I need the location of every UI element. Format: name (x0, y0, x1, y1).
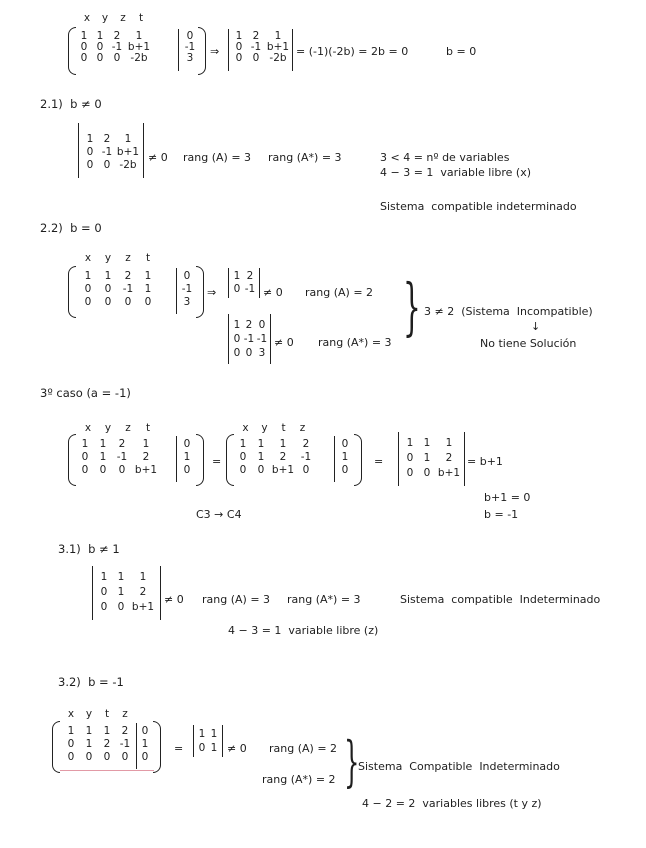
s22-det1-bar-right (259, 268, 260, 298)
case3-paren-left (68, 434, 76, 486)
case3-headers-swapped: x y t z (242, 422, 306, 434)
s22-determinant-2x2: 1 2 0 -1 (233, 270, 256, 295)
s22-brace: } (403, 270, 421, 343)
s31-rang-a-ext: rang (A*) = 3 (287, 593, 361, 606)
s32-det-bar-right (222, 725, 223, 757)
s31-free-vars: 4 − 3 = 1 variable libre (z) (228, 624, 379, 637)
s21-det-bar-left (78, 123, 79, 178)
s32-rhs-column: 0 1 0 (141, 725, 149, 763)
block1-implies-arrow: ⇒ (210, 45, 220, 58)
s21-free-vars: 4 − 3 = 1 variable libre (x) (380, 166, 532, 179)
s32-free-vars: 4 − 2 = 2 variables libres (t y z) (362, 797, 542, 810)
block1-coef-matrix: 1 1 2 1 0 0 -1 b+1 0 0 0 -2b (80, 30, 151, 64)
case3-swapped-rhs: 0 1 0 (341, 438, 349, 476)
s22-no-solution: No tiene Solución (480, 337, 577, 350)
block1-b-value: b = 0 (446, 45, 477, 58)
s22-rang-a: rang (A) = 2 (305, 286, 374, 299)
s32-paren-right (153, 721, 161, 773)
s31-rang-a: rang (A) = 3 (202, 593, 271, 606)
section-2-2-heading: 2.2) b = 0 (40, 221, 102, 235)
case3-swapped-augment-bar (334, 436, 335, 482)
s22-not-zero-2: ≠ 0 (274, 336, 294, 349)
s22-determinant-3x3: 1 2 0 0 -1 -1 0 0 3 (233, 319, 268, 359)
s32-det-bar-left (193, 725, 194, 757)
s21-determinant: 1 2 1 0 -1 b+1 0 0 -2b (86, 133, 140, 171)
case3-headers: x y z t (84, 422, 151, 434)
case3-det-bar-right (464, 432, 465, 486)
s31-determinant: 1 1 1 0 1 2 0 0 b+1 (100, 571, 155, 613)
case3-determinant: 1 1 1 0 1 2 0 0 b+1 (406, 437, 461, 479)
s32-determinant: 1 1 0 1 (198, 728, 218, 754)
section-2-1-heading: 2.1) b ≠ 0 (40, 97, 102, 111)
block1-determinant: 1 2 1 0 -1 b+1 0 0 -2b (235, 30, 290, 64)
s32-headers: x y t z (67, 708, 128, 720)
section-3-1-heading: 3.1) b ≠ 1 (58, 542, 120, 556)
s21-rang-a-ext: rang (A*) = 3 (268, 151, 342, 164)
s22-rang-a-ext: rang (A*) = 3 (318, 336, 392, 349)
case3-augment-bar (176, 436, 177, 482)
s32-augment-bar (136, 723, 137, 769)
block1-headers: x y z t (83, 12, 144, 24)
s22-not-zero-1: ≠ 0 (263, 286, 283, 299)
s32-brace: } (344, 730, 360, 793)
section-3-2-heading: 3.2) b = -1 (58, 675, 124, 689)
s22-paren-left (68, 266, 76, 318)
block1-det-bar-right (292, 29, 293, 71)
case3-det-bar-left (398, 432, 399, 486)
case3-swapped-matrix: 1 1 1 2 0 1 2 -1 0 0 b+1 0 (239, 438, 312, 476)
s21-conclusion: Sistema compatible indeterminado (380, 200, 577, 213)
s32-coef-matrix: 1 1 1 2 0 1 2 -1 0 0 0 0 (67, 725, 131, 763)
s22-augment-bar (176, 268, 177, 314)
case3-heading: 3º caso (a = -1) (40, 386, 131, 400)
s22-rhs-column: 0 -1 3 (181, 270, 193, 308)
case3-paren-right (196, 434, 204, 486)
s32-not-zero: ≠ 0 (227, 742, 247, 755)
s22-down-arrow: ↓ (531, 320, 541, 333)
case3-condition-2: b = -1 (484, 508, 519, 521)
s31-conclusion: Sistema compatible Indeterminado (400, 593, 601, 606)
s32-rang-a-ext: rang (A*) = 2 (262, 773, 336, 786)
s21-rang-a: rang (A) = 3 (183, 151, 252, 164)
block1-rhs-column: 0 -1 3 (184, 30, 196, 64)
block1-det-result: = (-1)(-2b) = 2b = 0 (296, 45, 409, 58)
case3-rhs-column: 0 1 0 (183, 438, 191, 476)
s32-conclusion: Sistema Compatible Indeterminado (358, 760, 560, 773)
s31-det-bar-left (92, 566, 93, 620)
s32-equals: = (174, 742, 184, 755)
case3-swapped-paren-left (226, 434, 234, 486)
block1-paren-left (68, 27, 76, 75)
s21-vars-count: 3 < 4 = nº de variables (380, 151, 510, 164)
s22-implies-arrow: ⇒ (207, 286, 217, 299)
s32-zero-row-strike (60, 770, 154, 771)
case3-equals-2: = (374, 455, 384, 468)
s21-not-zero: ≠ 0 (148, 151, 168, 164)
s22-det2-bar-left (228, 314, 229, 364)
s32-paren-left (52, 721, 60, 773)
s22-det2-bar-right (270, 314, 271, 364)
block1-paren-right (198, 27, 206, 75)
case3-swapped-paren-right (354, 434, 362, 486)
s22-coef-matrix: 1 1 2 1 0 0 -1 1 0 0 0 0 (84, 270, 152, 308)
block1-augment-bar (178, 29, 179, 71)
s21-det-bar-right (143, 123, 144, 178)
case3-column-swap: C3 → C4 (196, 508, 242, 521)
case3-condition-1: b+1 = 0 (484, 491, 531, 504)
case3-coef-matrix: 1 1 2 1 0 1 -1 2 0 0 0 b+1 (81, 438, 158, 476)
case3-det-result: = b+1 (467, 455, 503, 468)
s31-not-zero: ≠ 0 (164, 593, 184, 606)
s22-headers: x y z t (84, 252, 151, 264)
s22-paren-right (196, 266, 204, 318)
s31-det-bar-right (160, 566, 161, 620)
case3-equals-1: = (212, 455, 222, 468)
s32-rang-a: rang (A) = 2 (269, 742, 338, 755)
block1-det-bar-left (228, 29, 229, 71)
s22-compare: 3 ≠ 2 (Sistema Incompatible) (424, 305, 593, 318)
s22-det1-bar-left (228, 268, 229, 298)
